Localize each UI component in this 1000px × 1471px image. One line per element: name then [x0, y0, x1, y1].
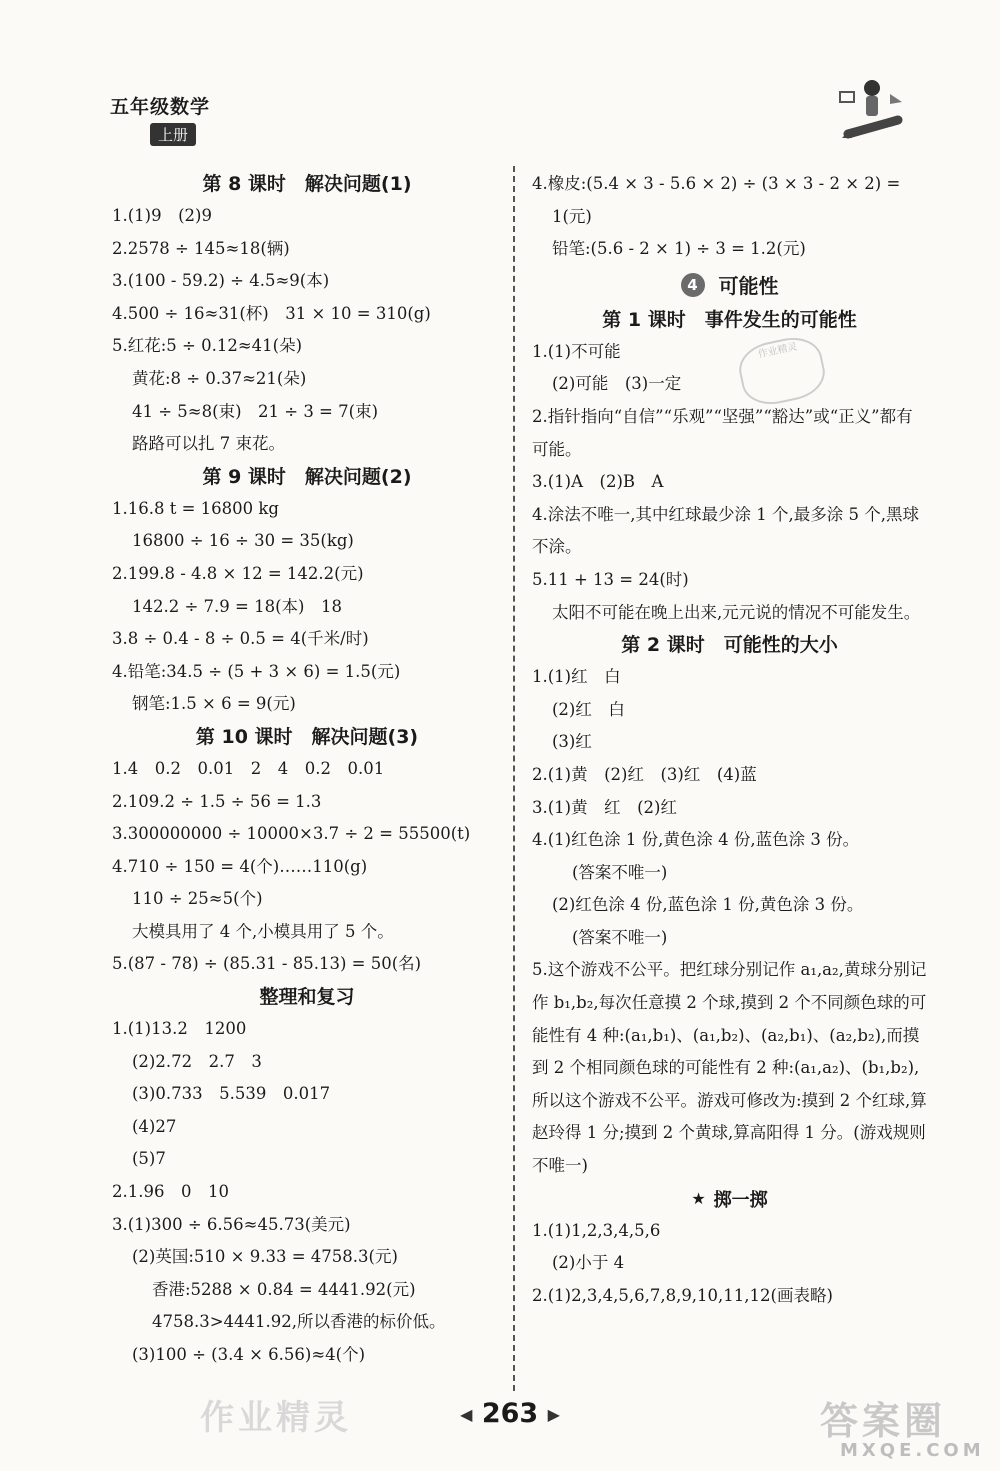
- answer-line: 2.199.8 - 4.8 × 12 = 142.2(元): [112, 563, 364, 583]
- mascot-illustration-icon: [828, 72, 908, 152]
- answer-line: 5.(87 - 78) ÷ (85.31 - 85.13) = 50(名): [112, 954, 422, 974]
- answer-line: 黄花:8 ÷ 0.37≈21(朵): [132, 368, 307, 388]
- throw-heading: [532, 1183, 927, 1215]
- answer-line: 2.(1)黄 (2)红 (3)红 (4)蓝: [532, 764, 757, 784]
- review-heading: 整理和复习: [259, 986, 355, 1009]
- answer-line: 4.(1)红色涂 1 份,黄色涂 4 份,蓝色涂 3 份。: [532, 830, 860, 850]
- answer-line: (答案不唯一): [572, 862, 668, 882]
- lesson-9-heading: 第 9 课时 解决问题(2): [202, 465, 412, 488]
- answer-line: 3.8 ÷ 0.4 - 8 ÷ 0.5 = 4(千米/时): [112, 629, 369, 649]
- answer-line: 路路可以扎 7 束花。: [132, 434, 285, 454]
- star-icon: ★: [691, 1189, 706, 1209]
- answer-line: 1.(1)9 (2)9: [112, 206, 212, 225]
- answer-paragraph: 2.指针指向“自信”“乐观”“坚强”“豁达”或“正义”都有可能。: [532, 406, 913, 459]
- lesson-10-heading: 第 10 课时 解决问题(3): [195, 725, 419, 748]
- answer-line: (2)2.72 2.7 3: [132, 1051, 262, 1071]
- answer-line: 142.2 ÷ 7.9 = 18(本) 18: [132, 596, 342, 616]
- answer-line: 4.铅笔:34.5 ÷ (5 + 3 × 6) = 1.5(元): [112, 661, 401, 681]
- answer-paragraph: 太阳不可能在晚上出来,元元说的情况不可能发生。: [552, 602, 921, 622]
- answer-line: (4)27: [132, 1116, 177, 1136]
- answer-line: 41 ÷ 5≈8(束) 21 ÷ 3 = 7(束): [132, 401, 379, 421]
- lesson-1-heading: 第 1 课时 事件发生的可能性: [602, 308, 857, 331]
- unit-number-badge: 4: [681, 273, 705, 297]
- lesson-8-heading: 第 8 课时 解决问题(1): [202, 173, 412, 195]
- answer-line: 110 ÷ 25≈5(个): [132, 889, 263, 909]
- page-number: [440, 1398, 580, 1429]
- answer-paragraph: 5.这个游戏不公平。把红球分别记作 a₁,a₂,黄球分别记作 b₁,b₂,每次任意摸 2 个球,摸到 2 个不同颜色球的可能性有 4 种:(a₁,b₁)、(a₁,b₂)、(a₂,b₁)、(a₂,b₂),而摸到 2 个相同颜色球的可能性有 2 种:(a₁,a₂)、(b₁,b₂),所以这个游戏不公平。游戏可修改为:摸到 2 个红球,算赵玲得 1 分;摸到 2 个黄球,算高阳得 1 分。(游戏规则不唯一): [532, 960, 927, 1176]
- triangle-right-icon: ▶: [547, 1405, 560, 1424]
- answer-line: 4.710 ÷ 150 = 4(个)……110(g): [112, 856, 368, 876]
- answer-line: 16800 ÷ 16 ÷ 30 = 35(kg): [132, 531, 354, 551]
- answer-line: 5.11 + 13 = 24(时): [532, 569, 689, 589]
- right-column: [532, 168, 927, 1312]
- page-header: [110, 92, 210, 146]
- watermark-left: 作业精灵: [200, 1398, 352, 1438]
- answer-line: 3.(1)A (2)B A: [532, 472, 664, 492]
- stamp-text: 作业精灵: [757, 341, 799, 361]
- answer-line: 1.4 0.2 0.01 2 4 0.2 0.01: [112, 758, 385, 778]
- answer-paragraph: 4.涂法不唯一,其中红球最少涂 1 个,最多涂 5 个,黑球不涂。: [532, 504, 919, 557]
- answer-line: 1.(1)红 白: [532, 667, 621, 687]
- answer-line: (2)红色涂 4 份,蓝色涂 1 份,黄色涂 3 份。: [552, 895, 864, 915]
- answer-line: 2.1.96 0 10: [112, 1182, 229, 1202]
- answer-line: 钢笔:1.5 × 6 = 9(元): [132, 694, 296, 714]
- answer-line: (3)100 ÷ (3.4 × 6.56)≈4(个): [132, 1345, 366, 1364]
- answer-line: (2)英国:510 × 9.33 = 4758.3(元): [132, 1247, 398, 1267]
- throw-title: 掷一掷: [713, 1189, 768, 1211]
- unit-title: 可能性: [718, 274, 779, 299]
- answer-line: 1.(1)不可能: [532, 341, 621, 361]
- answer-line: (2)小于 4: [552, 1253, 625, 1273]
- answer-line: (3)0.733 5.539 0.017: [132, 1084, 331, 1104]
- answer-line: 3.(100 - 59.2) ÷ 4.5≈9(本): [112, 271, 330, 291]
- answer-line: 1.16.8 t = 16800 kg: [112, 498, 279, 518]
- lesson-2-heading: 第 2 课时 可能性的大小: [621, 634, 838, 657]
- answer-line: 5.红花:5 ÷ 0.12≈41(朵): [112, 336, 303, 356]
- unit-heading: [532, 266, 927, 304]
- answer-line: 2.2578 ÷ 145≈18(辆): [112, 238, 290, 258]
- triangle-left-icon: ◀: [460, 1405, 473, 1424]
- answer-line: 1.(1)1,2,3,4,5,6: [532, 1220, 661, 1240]
- column-divider: [513, 166, 515, 1391]
- answer-line: (3)红: [552, 732, 592, 752]
- answer-line: 铅笔:(5.6 - 2 × 1) ÷ 3 = 1.2(元): [552, 239, 806, 259]
- grade-title: 五年级数学: [110, 96, 211, 118]
- watermark-url: MXQE.COM: [840, 1440, 985, 1461]
- answer-line: 3.(1)黄 红 (2)红: [532, 797, 677, 817]
- watermark-logo: 答案圈: [820, 1399, 947, 1443]
- answer-line: 4.500 ÷ 16≈31(杯) 31 × 10 = 310(g): [112, 303, 431, 323]
- answer-line: 1.(1)13.2 1200: [112, 1019, 247, 1039]
- answer-line: 大模具用了 4 个,小模具用了 5 个。: [132, 921, 394, 941]
- answer-line: 4758.3>4441.92,所以香港的标价低。: [152, 1312, 446, 1332]
- left-column: [112, 168, 502, 1372]
- answer-line: (5)7: [132, 1149, 166, 1169]
- answer-line: 2.(1)2,3,4,5,6,7,8,9,10,11,12(画表略): [532, 1285, 833, 1305]
- answer-line: (答案不唯一): [572, 927, 668, 947]
- answer-line: 1(元): [552, 206, 592, 226]
- answer-line: 4.橡皮:(5.4 × 3 - 5.6 × 2) ÷ (3 × 3 - 2 × 2) =: [532, 174, 901, 193]
- answer-line: 3.300000000 ÷ 10000×3.7 ÷ 2 = 55500(t): [112, 824, 471, 844]
- answer-line: (2)红 白: [552, 699, 625, 719]
- answer-line: 3.(1)300 ÷ 6.56≈45.73(美元): [112, 1214, 351, 1234]
- answer-line: 香港:5288 × 0.84 = 4441.92(元): [152, 1279, 416, 1299]
- volume-badge: 上册: [150, 123, 196, 146]
- answer-line: 2.109.2 ÷ 1.5 ÷ 56 = 1.3: [112, 791, 322, 811]
- page-number-text: 263: [481, 1398, 539, 1429]
- answer-line: (2)可能 (3)一定: [552, 374, 682, 394]
